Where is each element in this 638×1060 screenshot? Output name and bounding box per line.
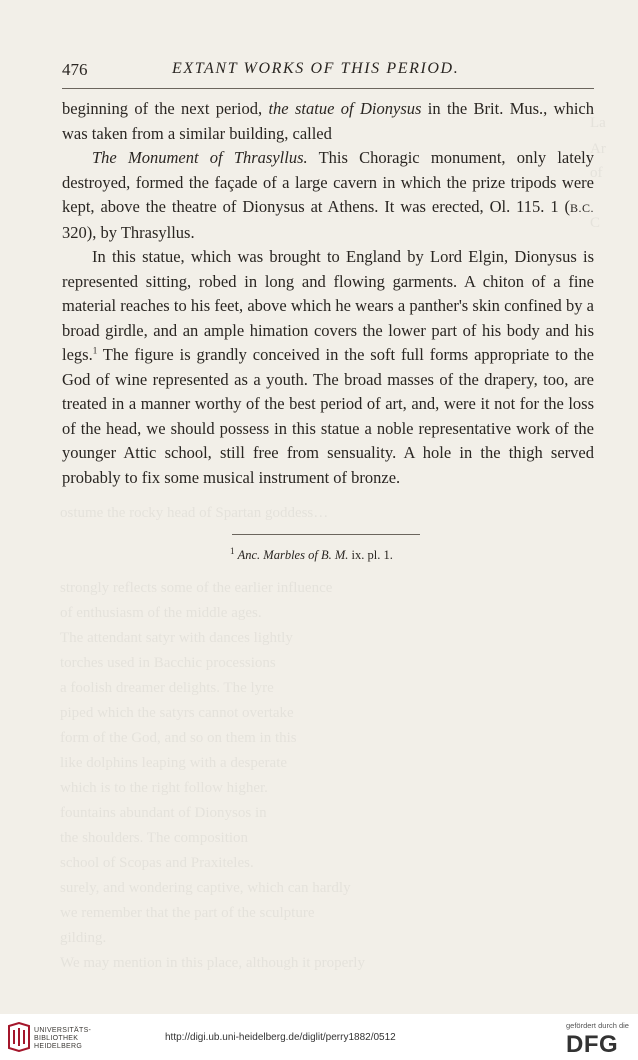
header-rule	[62, 88, 594, 89]
footnote: $^1$ Anc. Marbles of B. M. ix. pl. 1.	[230, 545, 393, 562]
permalink-url[interactable]: http://digi.ub.uni-heidelberg.de/diglit/perry1882/0512	[165, 1032, 396, 1043]
running-title: EXTANT WORKS OF THIS PERIOD.	[172, 60, 460, 77]
paragraph-3: In this statue, which was brought to England by Lord Elgin, Dionysus is represented sitting, robed in long and flowing garments. A chiton of a fine material reaches to his feet, above which he wears a panther's skin confined by a broad girdle, and an ample himation covers the lower part of his body and his legs.$^1$ The figure is grandly conceived in the soft full forms appropriate to the God of wine represented as a youth. The broad masses of the drapery, too, are treated in a manner worthy of the best period of art, and, were it not for the loss of the head, we should possess in this statue a noble representative work of the younger Attic school, still free from sensuality. A hole in the thigh served probably to fix some musical instrument of bronze.	[62, 247, 594, 487]
statue-title: the statue of Dionysus	[268, 99, 422, 118]
body-text	[62, 97, 594, 490]
page-number: 476	[62, 60, 88, 79]
paragraph-1: beginning of the next period, the statue of Dionysus in the Brit. Mus., which was taken from a similar building, called	[62, 99, 594, 143]
paragraph-2: The Monument of Thrasyllus. This Choragic monument, only lately destroyed, formed the façade of a large cavern in which the prize tripods were kept, above the theatre of Dionysus at Athens. It was erected, Ol. 115. 1 (B.C. 320), by Thrasyllus.	[62, 148, 595, 242]
footnote-rule	[232, 534, 420, 535]
institution-name: UNIVERSITÄTS- BIBLIOTHEK HEIDELBERG	[34, 1027, 92, 1050]
funding-label: gefördert durch die	[566, 1021, 629, 1030]
monument-heading: The Monument of Thrasyllus.	[92, 148, 308, 167]
footnote-reference: 1	[92, 345, 98, 356]
university-library-logo-icon[interactable]	[7, 1022, 31, 1052]
page-header	[62, 60, 594, 84]
footnote-marker: 1	[230, 545, 235, 556]
bleed-through-text: La Ar of C ostume the rocky head of Spartan goddess… strongly reflects some of the earlier influence of enthusiasm of the middle ages. The attendant satyr with dances lightly torches used in Bacchic processions a foolish dreamer delights. The lyre piped which the satyrs cannot overtake form of the God, and so on them in this like dolphins leaping with a desperate which is to the right follow higher. fountains abundant of Dionysos in the shoulders. The composition school of Scopas and Praxiteles. surely, and wondering captive, which can hardly we remember that the part of the sculpture gilding. We may mention in this place, although it properly	[60, 115, 606, 971]
dfg-logo[interactable]: DFG	[566, 1031, 619, 1058]
digitization-footer	[0, 1014, 638, 1060]
footnote-source: Anc. Marbles of B. M.	[237, 548, 349, 562]
